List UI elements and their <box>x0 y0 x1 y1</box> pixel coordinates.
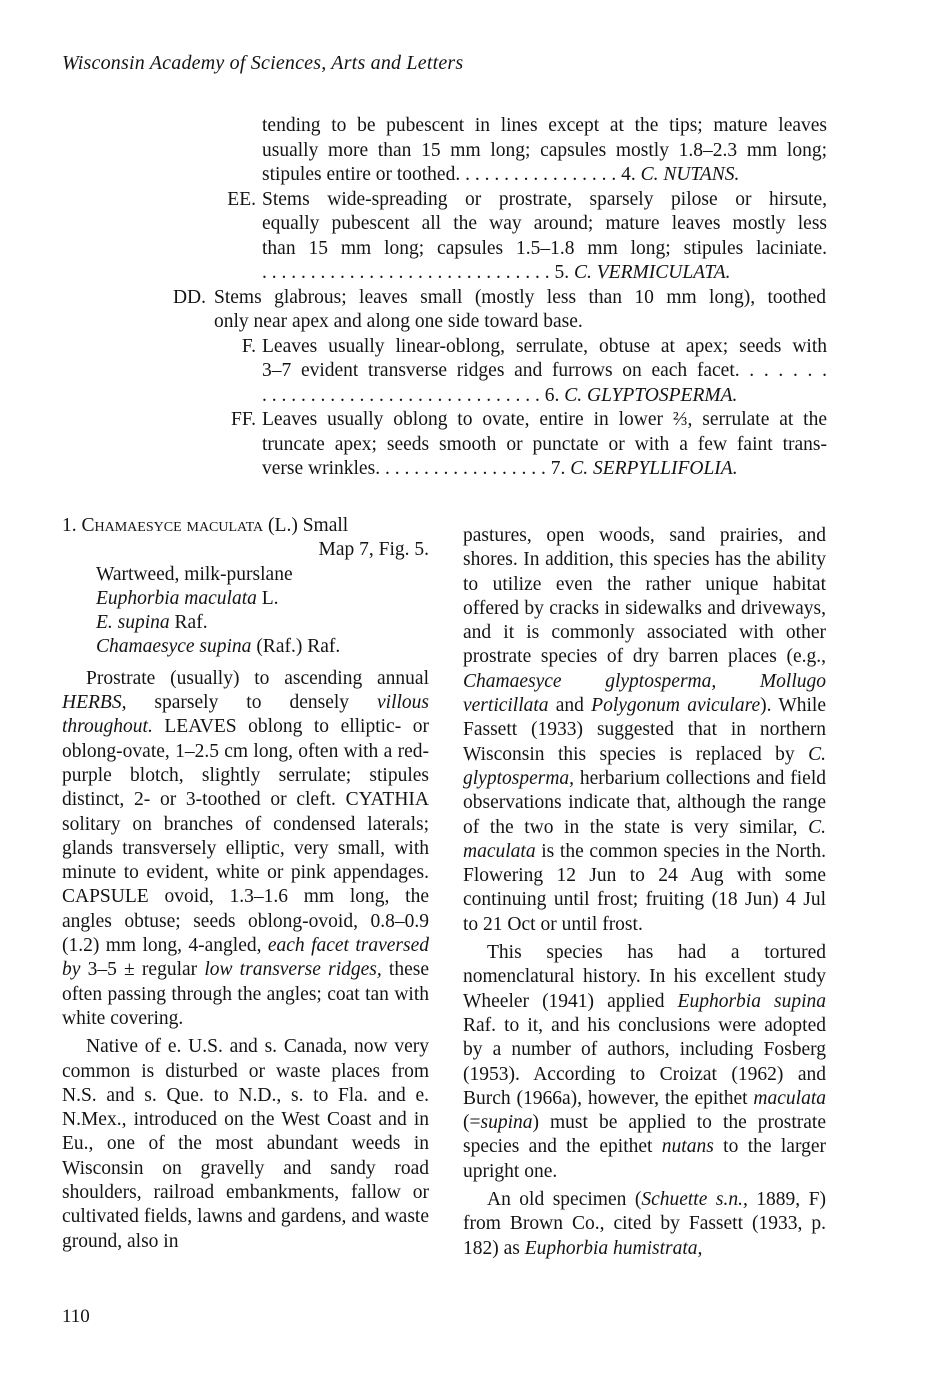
key-line: usually more than 15 mm long; capsules mostly 1.8–2.3 mm long; <box>262 139 827 161</box>
key-lead-vermiculata: . . . . . . . . . . . . . . . . . . . . . . . . . . . . . . 5. C. VERMICULATA. <box>262 262 731 283</box>
key-line: equally pubescent all the way around; mature leaves mostly less <box>262 213 827 234</box>
key-lead-nutans: stipules entire or toothed. . . . . . . . . . . . . . . . . 4. C. NUTANS. <box>262 164 740 185</box>
right-column <box>463 524 826 1261</box>
specimen-paragraph: An old specimen (Schuette s.n., 1889, F) from Brown Co., cited by Fassett (1933, p. 182) as Euphorbia humistrata, <box>463 1189 827 1259</box>
key-line: 3–7 evident transverse ridges and furrows on each facet. . . . . . . <box>262 360 827 381</box>
synonym: Euphorbia maculata L. <box>96 587 279 609</box>
page-number: 110 <box>62 1306 90 1327</box>
distribution-paragraph: Native of e. U.S. and s. Canada, now very common is disturbed or waste places from N.S. and s. Que. to N.D., s. to Fla. and e. N.Mex., introduced on the West Coast and in Eu., one of the most abundant weeds in Wisconsin on gravelly and sandy road shoulders, railroad embankments, fallow or cultivated fields, lawns and gardens, and waste ground, also in <box>62 1036 429 1252</box>
key-lead-glyptosperma: . . . . . . . . . . . . . . . . . . . . . . . . . . . . . 6. C. GLYPTOSPERMA. <box>262 384 738 406</box>
nomenclature-paragraph: This species has had a tortured nomenclatural history. In his excellent study Wheeler (1941) applied Euphorbia supina Raf. to it, and his conclusions were adopted by a number of authors, including Fosberg (1953). According to Croizat (1962) and Burch (1966a), however, the epithet maculata (=supina) must be applied to the prostrate species and the epithet nutans to the larger upright one. <box>463 942 826 1182</box>
key-couplet-f: F. Leaves usually linear-oblong, serrulate, obtuse at apex; seeds with <box>241 335 827 357</box>
left-column <box>62 514 429 1254</box>
key-line: than 15 mm long; capsules 1.5–1.8 mm long; stipules laciniate. <box>262 237 827 259</box>
key-line: truncate apex; seeds smooth or punctate or with a few faint trans- <box>262 433 827 455</box>
key-lead-serpyllifolia: verse wrinkles. . . . . . . . . . . . . . . . . . 7. C. SERPYLLIFOLIA. <box>262 458 738 479</box>
running-head: Wisconsin Academy of Sciences, Arts and Letters <box>62 52 464 74</box>
synonym: E. supina Raf. <box>96 612 208 634</box>
habitat-paragraph: pastures, open woods, sand prairies, and shores. In addition, this species has the ability to utilize even the rather unique habitat offered by cracks in sidewalks and driveways, and it is commonly associated with other prostrate species of dry barren places (e.g., Chamaesyce glyptosperma, Mollugo verticillata and Polygonum aviculare). While Fassett (1933) suggested that in northern Wisconsin this species is replaced by C. glyptosperma, herbarium collections and field observations indicate that, although the range of the two in the state is very similar, C. maculata is the common species in the North. Flowering 12 Jun to 24 Aug with some continuing until frost; fruiting (18 Jun) 4 Jul to 21 Oct or until frost. <box>463 525 826 935</box>
common-names: Wartweed, milk-purslane <box>96 563 293 585</box>
key-couplet-ee: EE. Stems wide-spreading or prostrate, sparsely pilose or hirsute, <box>227 188 827 210</box>
species-heading: 1. Chamaesyce maculata (L.) Small <box>62 515 349 536</box>
key-line: tending to be pubescent in lines except at the tips; mature leaves <box>262 115 827 136</box>
key-couplet-ff: FF. Leaves usually oblong to ovate, entire in lower ⅔, serrulate at the <box>230 409 827 430</box>
key-couplet-dd: DD. Stems glabrous; leaves small (mostly less than 10 mm long), toothed <box>172 286 826 308</box>
description-paragraph: Prostrate (usually) to ascending annual HERBS, sparsely to densely villous throughout. LEAVES oblong to elliptic- or oblong-ovate, 1–2.5 cm long, often with a red-purple blotch, slightly serrulate; stipules distinct, 2- or 3-toothed or cleft. CYATHIA solitary on branches of condensed laterals; glands transversely elliptic, very small, with minute to evident, white or pink appendages. CAPSULE ovoid, 1.3–1.6 mm long, the angles obtuse; seeds oblong-ovoid, 0.8–0.9 (1.2) mm long, 4-angled, each facet traversed by 3–5 ± regular low transverse ridges, these often passing through the angles; coat tan with white covering. <box>62 667 430 1029</box>
species-name: Chamaesyce maculata <box>81 515 264 536</box>
key-line: only near apex and along one side toward base. <box>214 311 583 332</box>
synonym: Chamaesyce supina (Raf.) Raf. <box>96 636 341 658</box>
map-fig-ref: Map 7, Fig. 5. <box>318 539 429 561</box>
